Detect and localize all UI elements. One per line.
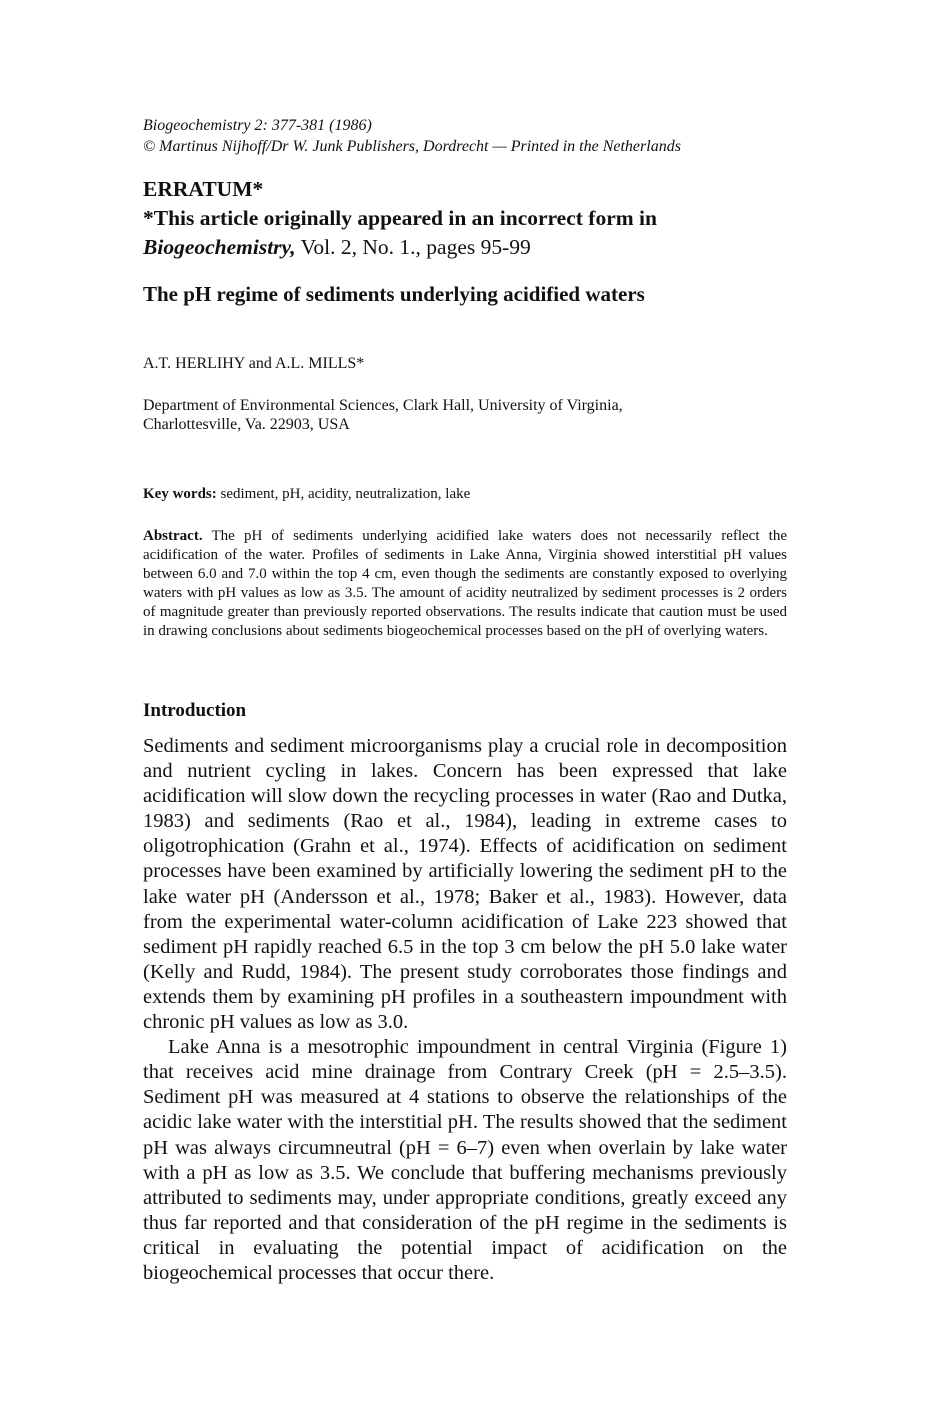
erratum-source <box>143 233 657 262</box>
abstract <box>143 527 787 642</box>
paragraph: Lake Anna is a mesotrophic impoundment in central Virginia (Figure 1) that receives acid mine drainage from Contrary Creek (pH = 2.5–3.5). Sediment pH was measured at 4 stations to observe the relationships of the acidic lake water with the interstitial pH. The results showed that the sediment pH was always circumneutral (pH = 6–7) even when overlain by lake water with a pH as low as 3.5. We conclude that buffering mechanisms previously attributed to sediments may, under appropriate conditions, greatly exceed any thus far reported and that consideration of the pH regime in the sediments is critical in evaluating the potential impact of acidification on the biogeochemical processes that occur there. <box>143 1036 787 1284</box>
abstract-label: Abstract. <box>143 528 203 544</box>
article-title: The pH regime of sediments underlying acidified waters <box>143 282 645 306</box>
keywords-label: Key words: <box>143 486 217 502</box>
section-heading: Introduction <box>143 700 247 721</box>
keywords-text: sediment, pH, acidity, neutralization, lake <box>216 486 471 502</box>
affiliation-line: Charlottesville, Va. 22903, USA <box>143 416 350 433</box>
citation-line: Biogeochemistry 2: 377-381 (1986) <box>143 117 372 134</box>
journal-name: Biogeochemistry, <box>143 235 296 259</box>
volume-info: Vol. 2, No. 1., pages 95-99 <box>295 235 531 259</box>
copyright-line: © Martinus Nijhoff/Dr W. Junk Publishers, Dordrecht — Printed in the Netherlands <box>143 138 681 155</box>
erratum-label: ERRATUM* <box>143 177 264 201</box>
authors: A.T. HERLIHY and A.L. MILLS* <box>143 355 365 372</box>
erratum-note: *This article originally appeared in an incorrect form in <box>143 206 657 230</box>
erratum-block <box>143 175 657 262</box>
introduction-body <box>143 734 787 1286</box>
paragraph: Sediments and sediment microorganisms play a crucial role in decomposition and nutrient cycling in lakes. Concern has been expressed that lake acidification will slow down the recycling processes in water (Rao and Dutka, 1983) and sediments (Rao et al., 1984), leading in extreme cases to oligotrophication (Grahn et al., 1974). Effects of acidification on sediment processes have been examined by artificially lowering the sediment pH to the lake water pH (Andersson et al., 1978; Baker et al., 1983). However, data from the experimental water-column acidification of Lake 223 showed that sediment pH rapidly reached 6.5 in the top 3 cm below the pH 5.0 lake water (Kelly and Rudd, 1984). The present study corroborates those findings and extends them by examining pH profiles in a southeastern impoundment with chronic pH values as low as 3.0. <box>143 735 787 1034</box>
affiliation-line: Department of Environmental Sciences, Clark Hall, University of Virginia, <box>143 397 623 414</box>
journal-header <box>143 115 681 157</box>
affiliation <box>143 396 623 434</box>
abstract-text: The pH of sediments underlying acidified lake waters does not necessarily reflect the acidification of the water. Profiles of sediments in Lake Anna, Virginia showed interstitial pH values between 6.0 and 7.0 within the top 4 cm, even though the sediments are constantly exposed to overlying waters with pH values as low as 3.5. The amount of acidity neutralized by sediment processes is 2 orders of magnitude greater than previously reported observations. The results indicate that caution must be used in drawing conclusions about sediments biogeochemical processes based on the pH of overlying waters. <box>143 528 787 640</box>
keywords <box>143 486 470 503</box>
